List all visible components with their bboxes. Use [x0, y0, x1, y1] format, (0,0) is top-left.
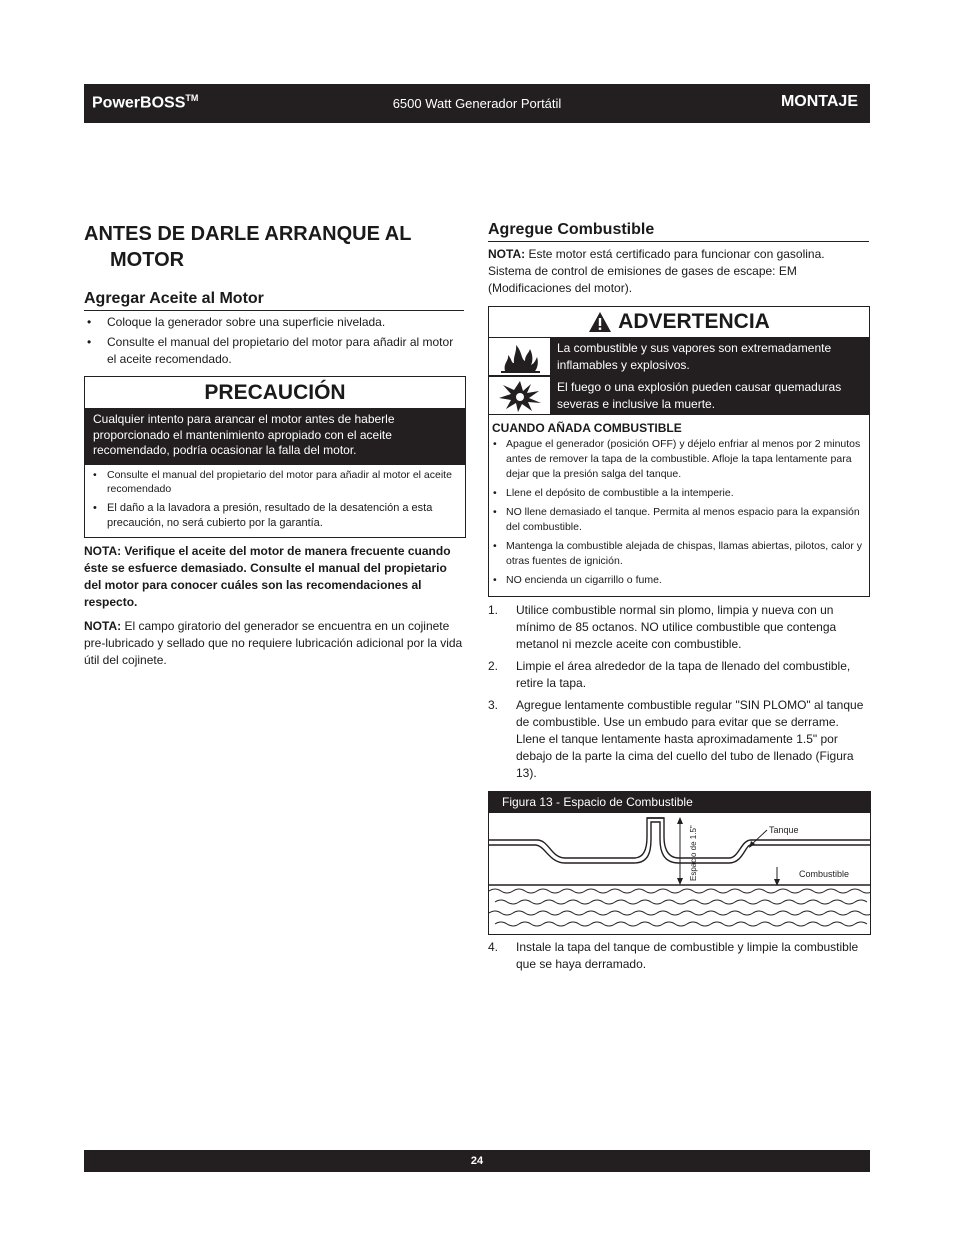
fuel-label: Combustible: [799, 869, 850, 879]
page-number: 24: [84, 1150, 870, 1172]
warning-row-text: La combustible y sus vapores son extremadamente inflamables y explosivos.: [551, 337, 869, 376]
step-item: 4. Instale la tapa del tanque de combustible y limpie la combustible que se haya derramado.: [488, 940, 859, 971]
caution-bullets: [85, 465, 465, 531]
fuel-heading: Agregue Combustible: [488, 221, 869, 242]
note-fuel: NOTA: Este motor está certificado para funcionar con gasolina. Sistema de control de emisiones de gases de escape: EM (Modificaciones del motor).: [488, 247, 825, 295]
section-title: MONTAJE: [780, 93, 858, 110]
list-item: • Llene el depósito de combustible a la intemperie.: [489, 486, 863, 501]
warning-subheading: CUANDO AÑADA COMBUSTIBLE: [492, 421, 682, 435]
warning-bullets: [489, 437, 869, 588]
list-item: • Coloque la generador sobre una superficie nivelada.: [84, 314, 464, 331]
note-bearing: NOTA: El campo giratorio del generador se encuentra en un cojinete pre-lubricado y sellado que no requiere lubricación adicional por la vida útil del cojinete.: [84, 619, 463, 667]
list-item: • Consulte el manual del propietario del motor para añadir al motor el aceite recomendado: [85, 468, 459, 497]
warning-row-text: El fuego o una explosión pueden causar quemaduras severas e inclusive la muerte.: [551, 376, 869, 415]
tank-label: Tanque: [769, 825, 799, 835]
note-oil-check: NOTA: Verifique el aceite del motor de manera frecuente cuando éste se esfuerce demasiado. Consulte el manual del propietario del motor para conocer cuáles son las recomendaciones al respecto.: [84, 544, 451, 609]
header-bar: [84, 84, 870, 123]
figure-13: [488, 791, 871, 935]
caution-title: PRECAUCIÓN: [204, 381, 346, 404]
list-item: • Apague el generador (posición OFF) y déjelo enfriar al menos por 2 minutos antes de remover la tapa de la combustible. Afloje la tapa lentamente para dejar que la presión salga del tanque.: [489, 437, 863, 482]
step-item: 1. Utilice combustible normal sin plomo, limpia y nueva con un mínimo de 85 octanos. NO utilice combustible que contenga metanol ni mezcle aceite con combustible.: [488, 603, 837, 651]
warning-triangle-icon: [588, 311, 612, 333]
fuel-tank-diagram: [489, 813, 870, 934]
list-item: • NO encienda un cigarrillo o fume.: [489, 573, 863, 588]
warning-title: ADVERTENCIA: [489, 307, 869, 337]
flame-icon: [489, 337, 551, 376]
step-item: 3. Agregue lentamente combustible regular "SIN PLOMO" al tanque de combustible. Use un embudo para evitar que se derrame. Llene el tanque lentamente hasta aproximadamente 1.5" por debajo de la parte la cima del cuello del tubo de llenado (Figura 13).: [488, 698, 864, 780]
oil-heading: Agregar Aceite al Motor: [84, 290, 464, 311]
list-item: • NO llene demasiado el tanque. Permita al menos espacio para la expansión del combustible.: [489, 505, 863, 535]
caution-box: [84, 376, 466, 538]
warning-box: [488, 306, 870, 597]
list-item: • El daño a la lavadora a presión, resultado de la desatención a esta precaución, no será cubierto por la garantía.: [85, 501, 459, 531]
fuel-steps: [488, 602, 869, 787]
warning-row-explosion: [489, 376, 869, 415]
fuel-step-4: [488, 939, 869, 978]
page-title: ANTES DE DARLE ARRANQUE AL MOTOR: [84, 223, 412, 271]
list-item: • Mantenga la combustible alejada de chispas, llamas abiertas, pilotos, calor y otras fuentes de ignición.: [489, 539, 863, 569]
oil-bullet-list: [84, 314, 464, 371]
list-item: • Consulte el manual del propietario del motor para añadir al motor el aceite recomendado.: [84, 334, 464, 368]
caution-text: Cualquier intento para arancar el motor antes de haberle proporcionado el mantenimiento apropiado con el aceite recomendado, podría ocasionar la falla del motor.: [85, 408, 465, 465]
explosion-icon: [489, 376, 551, 415]
space-label: Espacio de 1.5": [689, 825, 698, 881]
step-item: 2. Limpie el área alrededor de la tapa de llenado del combustible, retire la tapa.: [488, 659, 851, 690]
product-title: 6500 Watt Generador Portátil: [392, 96, 562, 111]
figure-caption: Figura 13 - Espacio de Combustible: [489, 792, 870, 813]
warning-row-fire: [489, 337, 869, 376]
brand-logo: PowerBOSS™: [92, 93, 199, 112]
